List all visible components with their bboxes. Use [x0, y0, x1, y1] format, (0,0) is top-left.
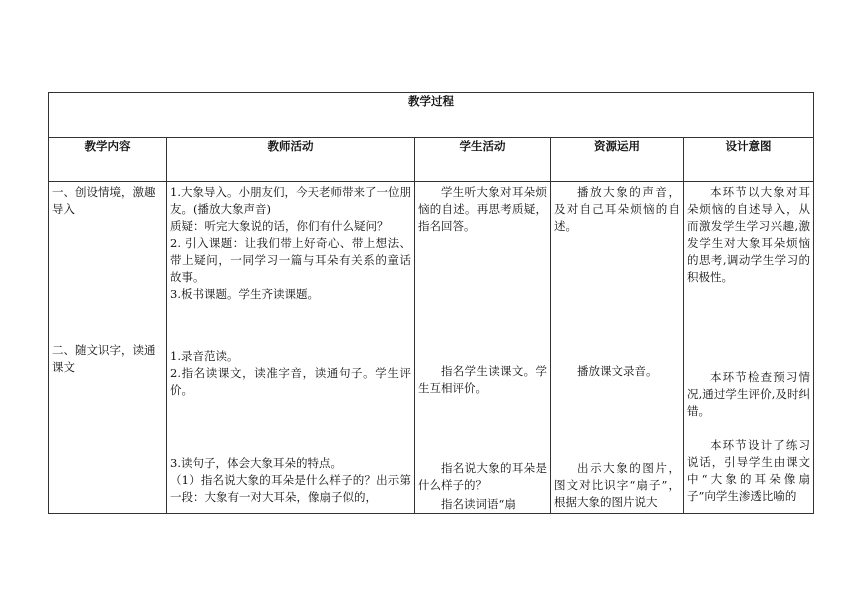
- intent-s3: 本环节设计了练习说话，引导学生由课文中“大象的耳朵像扇子”向学生渗透比喻的: [687, 438, 811, 503]
- teacher-block-2: [170, 348, 411, 399]
- content-block-2: [52, 342, 163, 376]
- intent-block-3: [687, 437, 810, 505]
- student-cell: [415, 182, 551, 514]
- body-row: [49, 182, 814, 514]
- header-row: [49, 138, 814, 182]
- student-block-2: [418, 363, 547, 397]
- intent-block-1: [687, 184, 810, 286]
- header-resource: 资源运用: [594, 139, 640, 153]
- header-cell-student: [415, 138, 551, 182]
- teacher-cell: [167, 182, 415, 514]
- teacher-s2-line-2: 2.指名读课文，读准字音，读通句子。学生评价。: [170, 366, 411, 397]
- student-s1: 学生听大象对耳朵烦恼的自述。再思考质疑，指名回答。: [418, 185, 547, 233]
- header-cell-intent: [684, 138, 814, 182]
- lesson-process-table: [48, 92, 814, 514]
- resource-block-3: [554, 460, 680, 511]
- resource-cell: [551, 182, 684, 514]
- content-block-1: [52, 184, 163, 218]
- resource-block-2: [554, 363, 680, 380]
- resource-block-1: [554, 184, 680, 235]
- student-block-1: [418, 184, 547, 235]
- intent-cell: [684, 182, 814, 514]
- table-title-row: [49, 93, 814, 138]
- header-teacher: 教师活动: [267, 139, 314, 153]
- header-content: 教学内容: [84, 139, 131, 153]
- header-cell-teacher: [167, 138, 415, 182]
- teacher-s1-line-2: 质疑：听完大象说的话，你们有什么疑问？: [170, 219, 389, 233]
- resource-s3: 出示大象的图片，图文对比识字“扇子”，根据大象的图片说大: [554, 461, 680, 509]
- section-2-label: 二、随文识字，读通课文: [52, 343, 156, 374]
- header-cell-resource: [551, 138, 684, 182]
- student-block-3: [418, 460, 547, 513]
- table-title-cell: [49, 93, 814, 138]
- teacher-s3-line-2: （1）指名说大象的耳朵是什么样子的？出示第一段：大象有一对大耳朵，像扇子似的，: [170, 473, 411, 504]
- student-s3a: 指名说大象的耳朵是什么样子的？: [418, 461, 547, 492]
- teacher-s1-line-4: 3.板书课题。学生齐读课题。: [170, 287, 319, 301]
- teacher-s3-line-1: 3.读句子，体会大象耳朵的特点。: [170, 456, 342, 470]
- student-s3b: 指名读词语“扇: [441, 497, 516, 511]
- teacher-block-1: [170, 184, 411, 303]
- teacher-s1-line-1: 1.大象导入。小朋友们，今天老师带来了一位朋友。(播放大象声音): [170, 185, 411, 216]
- section-1-label: 一、创设情境，激趣导入: [52, 185, 156, 216]
- table-title: 教学过程: [408, 94, 455, 108]
- header-intent: 设计意图: [725, 139, 772, 153]
- teacher-s1-line-3: 2. 引入课题：让我们带上好奇心、带上想法、带上疑问，一同学习一篇与耳朵有关系的童话故事。: [170, 236, 411, 284]
- intent-s1: 本环节以大象对耳朵烦恼的自述导入，从而激发学生学习兴趣,激发学生对大象耳朵烦恼的思考,调动学生学习的积极性。: [687, 185, 811, 284]
- resource-s1: 播放大象的声音，及对自己耳朵烦恼的自述。: [554, 185, 680, 233]
- resource-s2: 播放课文录音。: [577, 364, 658, 378]
- student-s2: 指名学生读课文。学生互相评价。: [418, 364, 547, 395]
- intent-block-2: [687, 369, 810, 420]
- header-cell-content: [49, 138, 167, 182]
- intent-s2: 本环节检查预习情况,通过学生评价,及时纠错。: [687, 370, 811, 418]
- teacher-s2-line-1: 1.录音范读。: [170, 349, 239, 363]
- header-student: 学生活动: [459, 139, 506, 153]
- content-cell: [49, 182, 167, 514]
- teacher-block-3: [170, 455, 411, 506]
